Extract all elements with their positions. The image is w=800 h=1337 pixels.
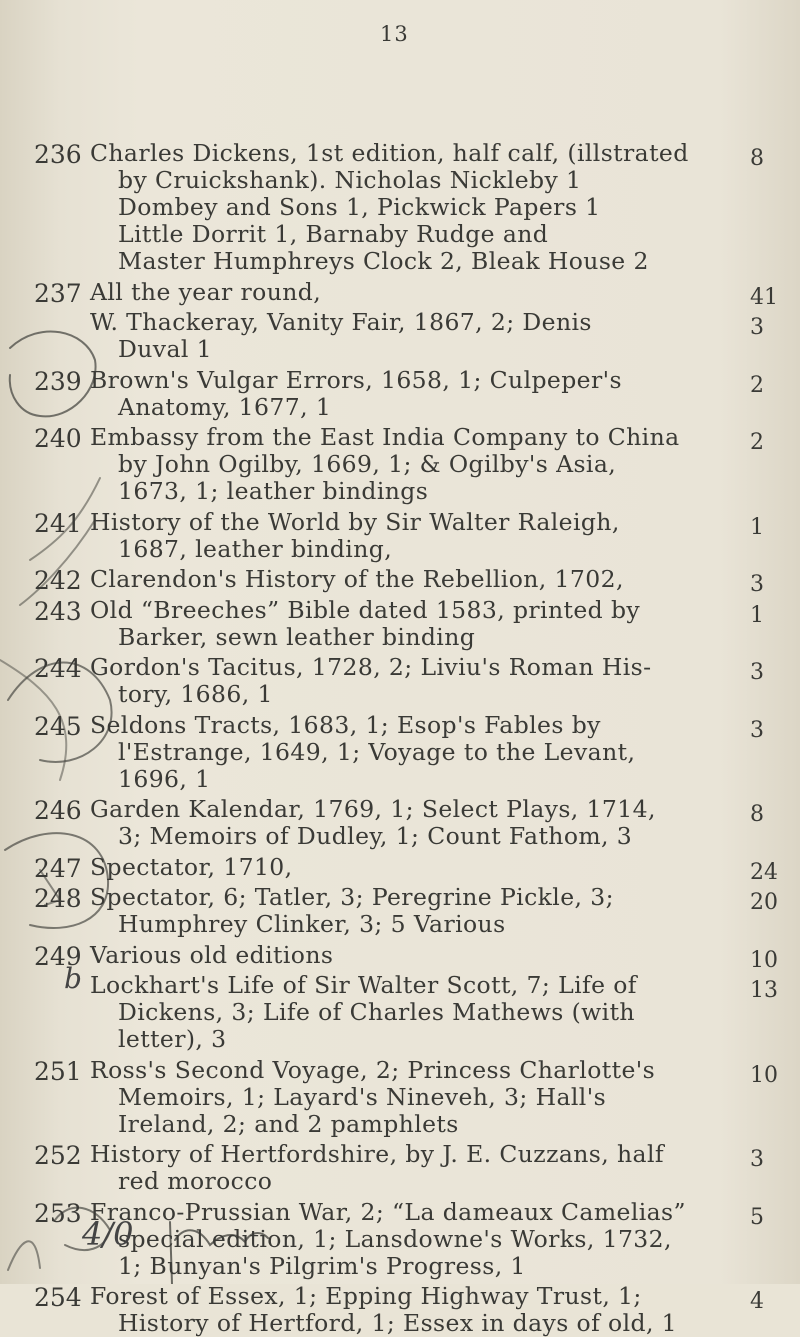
lot-description-line: W. Thackeray, Vanity Fair, 1867, 2; Denis (90, 308, 592, 336)
lot-description-line: History of Hertford, 1; Essex in days of old, 1 (118, 1309, 678, 1337)
lot-description-line: History of the World by Sir Walter Raleigh, (90, 507, 620, 536)
lot-price-handwritten: 3 (750, 572, 764, 597)
lot-number: 249 (34, 941, 82, 971)
lot-description-line: Forest of Essex, 1; Epping Highway Trust, 1; (90, 1282, 642, 1310)
lot-description (90, 367, 680, 421)
lot-description-line: Charles Dickens, 1st edition, half calf, (illstrated (90, 139, 689, 167)
lot-number: 240 (34, 424, 82, 453)
lot-description-line: 1687, leather binding, (118, 534, 393, 563)
lot-description-line: 3; Memoirs of Dudley, 1; Count Fathom, 3 (118, 822, 633, 850)
lot-description (90, 1197, 686, 1280)
lot-description-line: Clarendon's History of the Rebellion, 1702, (90, 565, 624, 593)
lot-number: 252 (34, 1141, 82, 1170)
page-number: 13 (380, 22, 409, 46)
lot-description-line: Brown's Vulgar Errors, 1658, 1; Culpeper's (90, 365, 622, 394)
lot-description-line: Ireland, 2; and 2 pamphlets (118, 1109, 459, 1138)
lot-description-line: Spectator, 1710, (90, 852, 293, 881)
lot-description-line: All the year round, (90, 277, 322, 306)
lot-description-line: Master Humphreys Clock 2, Bleak House 2 (118, 247, 649, 275)
lot-description-line: by John Ogilby, 1669, 1; & Ogilby's Asia, (118, 450, 617, 478)
lot-number: 246 (34, 796, 82, 825)
lot-number: 243 (34, 596, 82, 626)
lot-description (90, 1057, 680, 1138)
lot-description-line: Memoirs, 1; Layard's Nineveh, 3; Hall's (118, 1082, 607, 1111)
lot-description-line: Seldons Tracts, 1683, 1; Esop's Fables by (90, 710, 601, 739)
lot-price-handwritten: 3 (750, 717, 764, 743)
lot-description (90, 654, 680, 708)
lot-description (90, 1283, 680, 1337)
lot-description (90, 597, 680, 651)
lot-number: 244 (34, 654, 82, 683)
lot-description (90, 139, 689, 275)
lot-description-line: by Cruickshank). Nicholas Nickleby 1 (118, 166, 582, 194)
lot-price-handwritten: 4 (750, 1289, 764, 1314)
lot-number: 239 (34, 366, 82, 396)
lot-description-line: Humphrey Clinker, 3; 5 Various (118, 910, 506, 938)
lot-description-line: Anatomy, 1677, 1 (118, 392, 332, 421)
lot-number: 237 (34, 278, 82, 308)
lot-number: 247 (34, 853, 82, 883)
lot-price-handwritten: 2 (750, 430, 764, 455)
lot-description-line: letter), 3 (118, 1025, 227, 1053)
lot-description (90, 309, 680, 363)
lot-description-line: Gordon's Tacitus, 1728, 2; Liviu's Roman His- (90, 653, 652, 681)
lot-description (90, 712, 680, 793)
lot-price-handwritten: 8 (750, 146, 764, 171)
handwritten-annotation-b: b (64, 962, 82, 995)
lot-description-line: Little Dorrit 1, Barnaby Rudge and (118, 220, 549, 248)
lot-description-line: red morocco (118, 1167, 273, 1195)
lot-description-line: Lockhart's Life of Sir Walter Scott, 7; Life of (90, 971, 637, 999)
lot-description-line: Spectator, 6; Tatler, 3; Peregrine Pickle, 3; (90, 883, 614, 911)
lot-description (90, 279, 680, 306)
lot-price-handwritten: 5 (750, 1204, 764, 1230)
lot-price-handwritten: 13 (750, 978, 778, 1003)
lot-price-handwritten: 10 (750, 1062, 778, 1088)
lot-description-line: Barker, sewn leather binding (118, 622, 476, 651)
lot-description-line: 1; Bunyan's Pilgrim's Progress, 1 (118, 1251, 526, 1280)
lot-description-line: 1696, 1 (118, 764, 211, 793)
lot-description-line: Ross's Second Voyage, 2; Princess Charlotte's (90, 1055, 656, 1084)
lot-price-handwritten: 20 (750, 890, 778, 915)
lot-number: 251 (34, 1056, 82, 1086)
lot-description-line: Dombey and Sons 1, Pickwick Papers 1 (118, 193, 601, 221)
lot-description-line: 1673, 1; leather bindings (118, 477, 429, 505)
lot-number: 253 (34, 1198, 82, 1228)
lot-price-handwritten: 10 (750, 947, 778, 973)
lot-price-handwritten: 3 (750, 315, 764, 340)
lot-description-line: Old “Breeches” Bible dated 1583, printed by (90, 595, 641, 624)
lot-price-handwritten: 24 (750, 859, 778, 885)
lot-description-line: Garden Kalendar, 1769, 1; Select Plays, 1714, (90, 795, 656, 823)
lot-price-handwritten: 1 (750, 602, 764, 628)
lot-number: 242 (34, 566, 82, 595)
lot-number: 254 (34, 1283, 82, 1312)
lot-description (90, 884, 680, 938)
lot-description-line: l'Estrange, 1649, 1; Voyage to the Levant, (118, 737, 636, 766)
lot-price-handwritten: 41 (750, 284, 778, 310)
lot-description-line: Dickens, 3; Life of Charles Mathews (with (118, 998, 635, 1026)
lot-price-handwritten: 3 (750, 1147, 764, 1172)
lot-description (90, 566, 680, 593)
lot-description-line: tory, 1686, 1 (118, 680, 273, 708)
lot-description (90, 854, 680, 881)
lot-description (90, 1141, 680, 1195)
lot-price-handwritten: 3 (750, 660, 764, 685)
lot-description-line: Embassy from the East India Company to China (90, 423, 680, 451)
lot-description-line: History of Hertfordshire, by J. E. Cuzzans, half (90, 1140, 664, 1168)
lot-description (90, 796, 680, 850)
lot-price-handwritten: 1 (750, 514, 764, 540)
lot-description-line: Franco-Prussian War, 2; “La dameaux Camelias” (90, 1197, 686, 1226)
lot-number: 245 (34, 711, 82, 741)
lot-description-line: special edition, 1; Lansdowne's Works, 1732, (118, 1224, 672, 1253)
lot-number: 248 (34, 884, 82, 913)
lot-description (90, 942, 680, 969)
lot-number: 236 (34, 140, 82, 169)
lot-description (90, 424, 680, 505)
lot-description-line: Various old editions (90, 940, 334, 969)
lot-price-handwritten: 2 (750, 372, 764, 398)
lot-description (90, 509, 680, 563)
lot-description-line: Duval 1 (118, 335, 213, 363)
handwritten-footer-note: 4/0 (82, 1215, 134, 1253)
lot-description (90, 972, 680, 1053)
lot-price-handwritten: 8 (750, 802, 764, 827)
lot-number: 241 (34, 508, 82, 538)
